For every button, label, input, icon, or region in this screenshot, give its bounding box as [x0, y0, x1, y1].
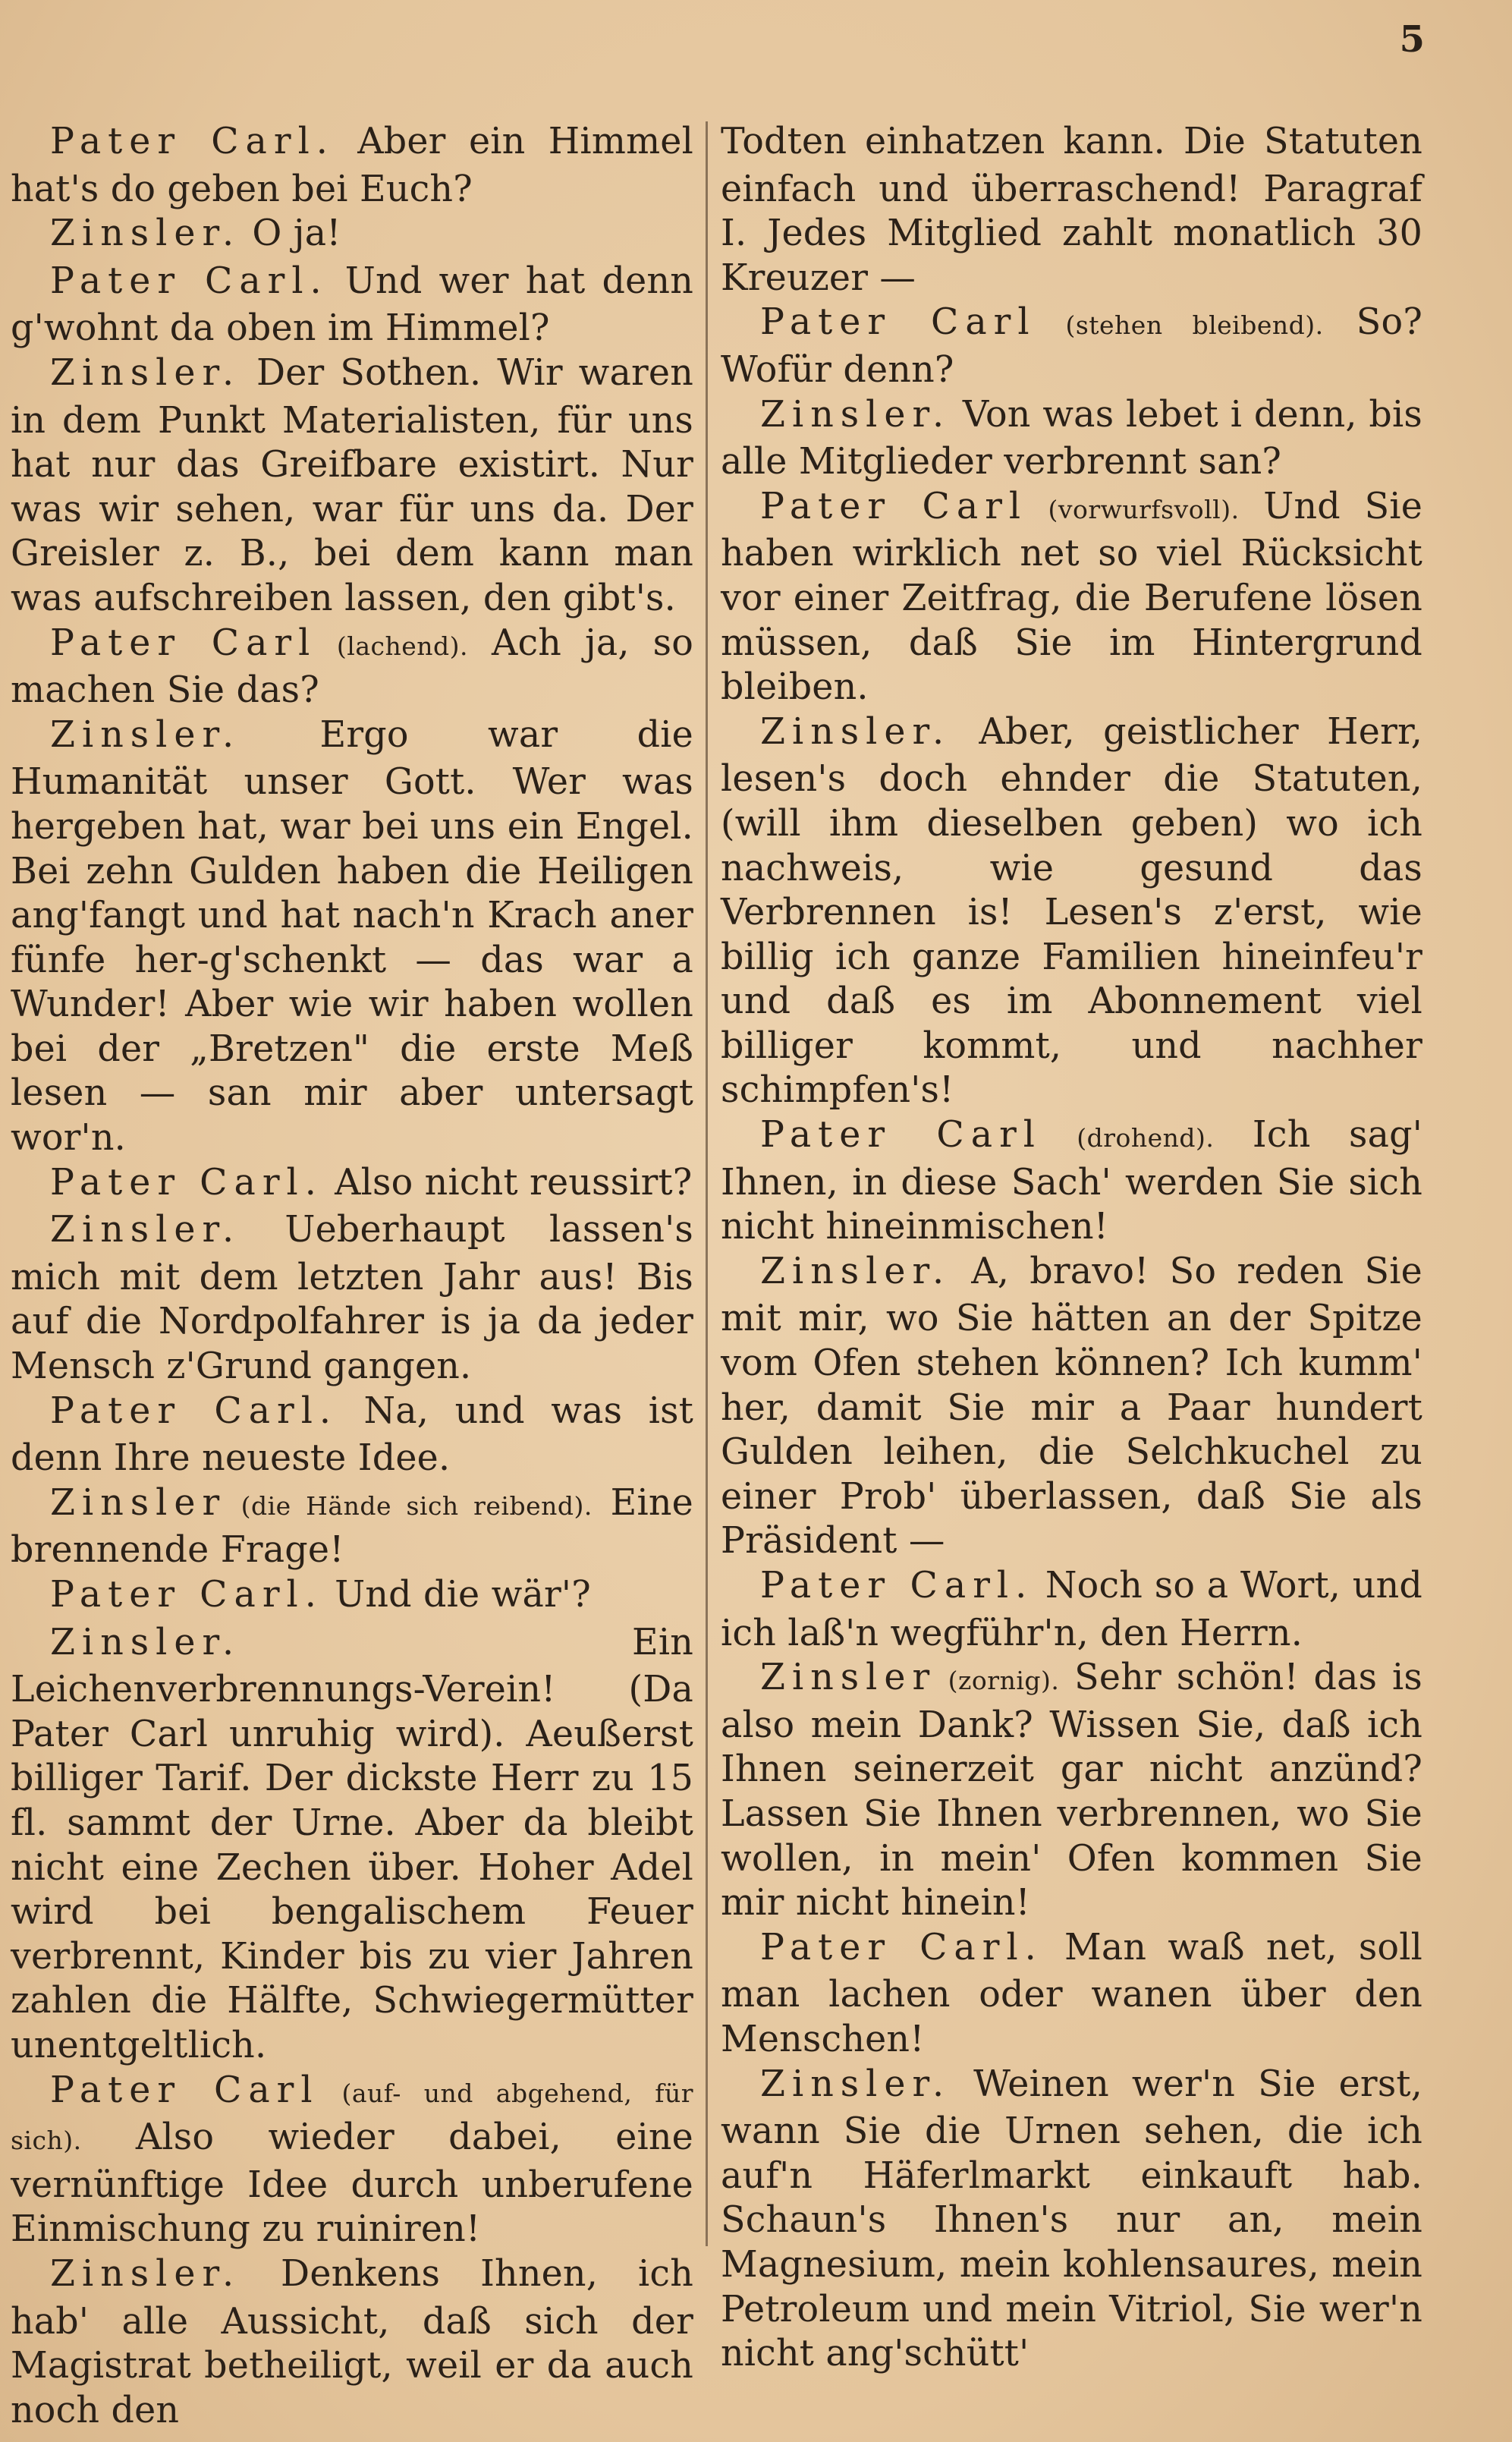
dialogue-paragraph [721, 301, 1422, 392]
dialogue-paragraph [721, 1926, 1422, 2063]
dialogue-text: Todten einhatzen kann. Die Statuten einfach und überraschend! Paragraf I. Jedes Mitglied zahlt monatlich 30 Kreuzer — [721, 121, 1422, 299]
dialogue-paragraph [721, 1656, 1422, 1926]
dialogue-paragraph [11, 120, 693, 212]
dialogue-text: A, bravo! So reden Sie mit mir, wo Sie hätten an der Spitze vom Ofen stehen können? Ich kumm' her, damit Sie mir a Paar hundert Gulden leihen, die Selchkuchel zu einer Prob' überlassen, daß Sie als Präsident — [721, 1250, 1422, 1562]
dialogue-text: Weinen wer'n Sie erst, wann Sie die Urnen sehen, die ich auf'n Häferlmarkt einkauft hab. Schaun's Ihnen's nur an, mein Magnesium, mein kohlensaures, mein Petroleum und mein Vitriol, Sie wer'n nicht ang'schütt' [721, 2063, 1422, 2375]
speaker-name: Pater Carl [50, 622, 317, 664]
dialogue-text: Und Sie haben wirklich net so viel Rücksicht vor einer Zeitfrag, die Berufene lösen müssen, daß Sie im Hintergrund bleiben. [721, 485, 1423, 709]
speaker-name: Zinsler. [760, 393, 951, 436]
page-number: 5 [1399, 18, 1425, 61]
speaker-name: Pater Carl. [50, 260, 328, 302]
dialogue-text: So? Wofür denn? [721, 301, 1422, 391]
speaker-name: Pater Carl. [50, 1161, 323, 1204]
dialogue-text: Ich sag' Ihnen, in diese Sach' werden Sie sich nicht hineinmischen! [721, 1114, 1422, 1248]
dialogue-text: Sehr schön! das is also mein Dank? Wissen Sie, daß ich Ihnen seinerzeit gar nicht anzünd? Lassen Sie Ihnen verbrennen, wo Sie wollen, in mein' Ofen kommen Sie mir nicht hinein! [721, 1657, 1422, 1924]
dialogue-paragraph [721, 1564, 1422, 1656]
dialogue-paragraph [11, 2069, 693, 2252]
dialogue-paragraph [721, 710, 1422, 1113]
dialogue-text: O ja! [240, 212, 341, 255]
dialogue-text: Ergo war die Humanität unser Gott. Wer was hergeben hat, war bei uns ein Engel. Bei zehn Gulden haben die Heiligen ang'fangt und hat nach'n Krach aner fünfe her-g'schenkt — das war a Wunder! Aber wie wir haben wollen bei der „Bretzen" die erste Meß lesen — san mir aber untersagt wor'n. [11, 713, 693, 1160]
dialogue-paragraph [11, 260, 693, 351]
dialogue-text: Also nicht reussirt? [322, 1161, 693, 1204]
stage-direction: (stehen bleibend). [1036, 310, 1324, 341]
speaker-name: Zinsler. [50, 1621, 241, 1663]
speaker-name: Zinsler. [50, 1209, 241, 1251]
speaker-name: Pater Carl [50, 2069, 319, 2111]
speaker-name: Zinsler. [760, 710, 951, 753]
speaker-name: Pater Carl. [50, 121, 335, 162]
stage-direction: (die Hände sich reibend). [226, 1490, 593, 1521]
dialogue-text: Ein Leichenverbrennungs-Verein! (Da Pater Carl unruhig wird). Aeußerst billiger Tarif. Der dickste Herr zu 15 fl. sammt der Urne. Aber da bleibt nicht eine Zechen über. Hoher Adel wird bei bengalischem Feuer verbrennt, Kinder bis zu vier Jahren zahlen die Hälfte, Schwiegermütter unentgeltlich. [11, 1621, 693, 2066]
stage-direction: (auf- und abgehend, für sich). [11, 2078, 693, 2156]
speaker-name: Pater Carl [760, 301, 1036, 344]
speaker-name: Pater Carl. [760, 1565, 1034, 1606]
dialogue-paragraph [11, 351, 693, 622]
dialogue-text: Also wieder dabei, eine vernünftige Idee durch unberufene Einmischung zu ruiniren! [11, 2116, 693, 2251]
speaker-name: Pater Carl. [760, 1926, 1043, 1968]
dialogue-paragraph [721, 2063, 1422, 2377]
stage-direction: (vorwurfsvoll). [1027, 494, 1240, 524]
stage-direction: (zornig). [936, 1666, 1060, 1696]
dialogue-text: Der Sothen. Wir waren in dem Punkt Materialisten, für uns hat nur das Greifbare existirt. Nur was wir sehen, war für uns da. Der Greisler z. B., bei dem kann man was aufschreiben lassen, den gibt's. [11, 351, 693, 619]
speaker-name: Zinsler. [50, 2252, 241, 2295]
speaker-name: Zinsler. [50, 351, 241, 394]
speaker-name: Pater Carl [760, 485, 1028, 527]
dialogue-text: Ach ja, so machen Sie das? [11, 622, 693, 712]
left-column [11, 120, 693, 2433]
dialogue-paragraph [11, 1573, 693, 1621]
speaker-name: Pater Carl [760, 1114, 1042, 1156]
stage-direction: (lachend). [316, 631, 469, 661]
dialogue-text: Eine brennende Frage! [11, 1481, 693, 1572]
stage-direction: (drohend). [1041, 1123, 1215, 1153]
dialogue-text: Denkens Ihnen, ich hab' alle Aussicht, daß sich der Magistrat betheiligt, weil er da auch noch den [11, 2252, 693, 2431]
dialogue-paragraph [11, 1208, 693, 1389]
dialogue-text: Na, und was ist denn Ihre neueste Idee. [11, 1389, 693, 1480]
dialogue-paragraph [11, 622, 693, 713]
dialogue-paragraph [11, 1621, 693, 2069]
dialogue-paragraph [11, 212, 693, 260]
dialogue-text: Ueberhaupt lassen's mich mit dem letzten Jahr aus! Bis auf die Nordpolfahrer is ja da jeder Mensch z'Grund gangen. [11, 1209, 693, 1388]
right-column [721, 120, 1422, 2377]
dialogue-paragraph [721, 1113, 1422, 1250]
dialogue-paragraph [11, 1161, 693, 1209]
dialogue-text: Und die wär'? [322, 1574, 591, 1616]
dialogue-paragraph [11, 1481, 693, 1573]
dialogue-paragraph [721, 1250, 1422, 1564]
dialogue-text: Und wer hat denn g'wohnt da oben im Himmel? [11, 260, 693, 350]
dialogue-paragraph [721, 393, 1422, 485]
dialogue-paragraph [11, 713, 693, 1161]
dialogue-paragraph [11, 2252, 693, 2433]
speaker-name: Zinsler. [760, 2063, 951, 2105]
speaker-name: Zinsler. [50, 713, 241, 756]
column-divider [706, 121, 708, 2246]
dialogue-paragraph [721, 120, 1422, 301]
dialogue-text: Man waß net, soll man lachen oder wanen über den Menschen! [721, 1926, 1422, 2060]
dialogue-paragraph [721, 485, 1422, 710]
speaker-name: Pater Carl. [50, 1574, 323, 1616]
speaker-name: Pater Carl. [50, 1389, 338, 1432]
dialogue-text: Aber ein Himmel hat's do geben bei Euch? [11, 121, 694, 210]
dialogue-paragraph [11, 1389, 693, 1481]
speaker-name: Zinsler [50, 1481, 227, 1524]
dialogue-text: Von was lebet i denn, bis alle Mitglieder verbrennt san? [721, 393, 1422, 483]
speaker-name: Zinsler. [760, 1250, 951, 1292]
dialogue-text: Noch so a Wort, und ich laß'n wegführ'n, den Herrn. [721, 1565, 1422, 1654]
speaker-name: Zinsler [760, 1657, 937, 1699]
speaker-name: Zinsler. [50, 212, 241, 255]
dialogue-text: Aber, geistlicher Herr, lesen's doch ehnder die Statuten, (will ihm dieselben geben) wo ich nachweis, wie gesund das Verbrennen is! Lesen's z'erst, wie billig ich ganze Familien hineinfeu'r und daß es im Abonnement viel billiger kommt, und nachher schimpfen's! [721, 710, 1422, 1112]
